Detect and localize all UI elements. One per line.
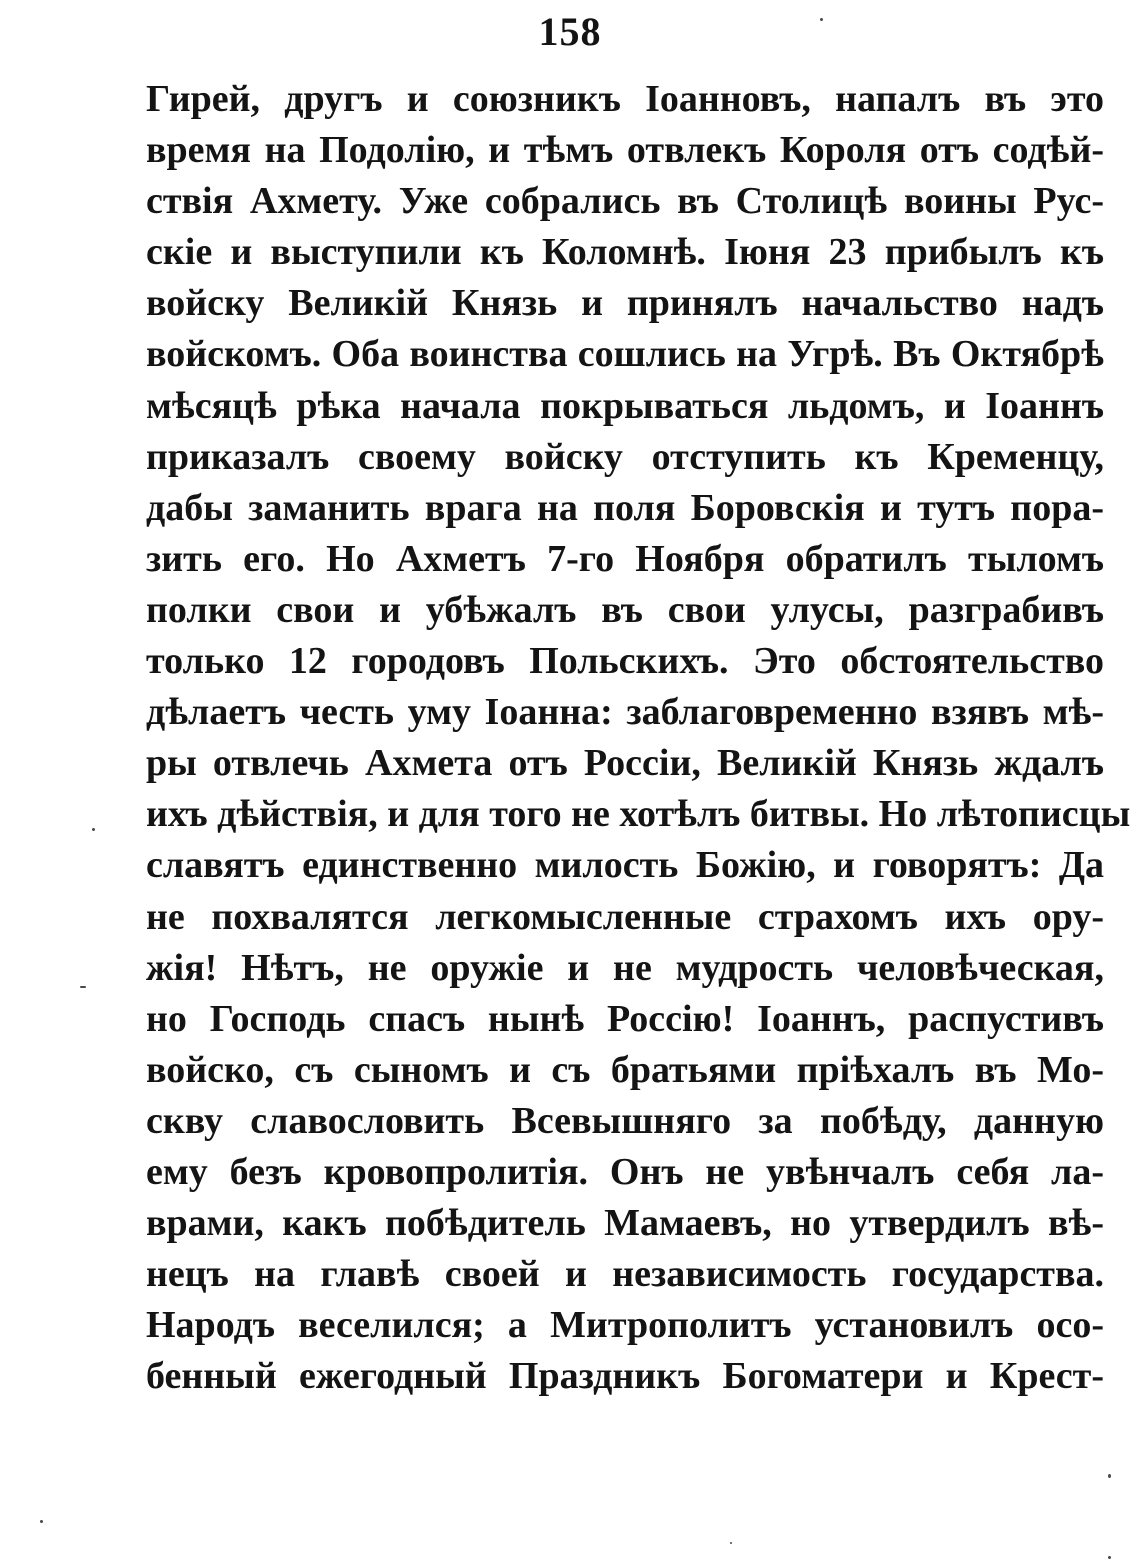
text-line: дабы заманить врага на поля Боровскія и тутъ пора-	[146, 486, 1104, 529]
text-line: ему безъ кровопролитія. Онъ не увѣнчалъ себя ла-	[146, 1150, 1104, 1193]
print-speck	[80, 986, 86, 988]
print-speck	[820, 18, 823, 21]
text-line: ихъ дѣйствія, и для того не хотѣлъ битвы. Но лѣтописцы	[146, 793, 1131, 836]
text-line: жія! Нѣтъ, не оружіе и не мудрость человѣческая,	[146, 946, 1104, 989]
print-speck	[40, 1520, 43, 1523]
text-line: скву славословить Всевышняго за побѣду, данную	[146, 1099, 1104, 1142]
text-line: войскомъ. Оба воинства сошлись на Угрѣ. Въ Октябрѣ	[146, 333, 1104, 376]
text-line: не похвалятся легкомысленные страхомъ ихъ ору-	[146, 895, 1104, 938]
text-line: скіе и выступили къ Коломнѣ. Іюня 23 прибылъ къ	[146, 231, 1104, 274]
text-line: бенный ежегодный Праздникъ Богоматери и Крест-	[146, 1355, 1104, 1398]
body-text	[146, 74, 1131, 1402]
text-line: Народъ веселился; а Митрополитъ установилъ осо-	[146, 1304, 1104, 1347]
page-number: 158	[538, 9, 602, 54]
text-line: время на Подолію, и тѣмъ отвлекъ Короля отъ содѣй-	[146, 129, 1104, 172]
print-speck	[1108, 1556, 1111, 1559]
text-line: Гирей, другъ и союзникъ Іоанновъ, напалъ въ это	[146, 78, 1104, 120]
text-line: мѣсяцѣ рѣка начала покрываться льдомъ, и Іоаннъ	[146, 384, 1104, 427]
text-line: ствія Ахмету. Уже собрались въ Столицѣ воины Рус-	[146, 180, 1104, 223]
print-speck	[1108, 1474, 1111, 1478]
text-line: славятъ единственно милость Божію, и говорятъ: Да	[146, 844, 1104, 887]
text-line: приказалъ своему войску отступить къ Кременцу,	[146, 435, 1104, 478]
print-speck	[730, 1542, 732, 1544]
text-line: полки свои и убѣжалъ въ свои улусы, разграбивъ	[146, 588, 1104, 631]
text-line: но Господь спасъ нынѣ Россію! Іоаннъ, распустивъ	[146, 997, 1104, 1040]
text-line: войску Великій Князь и принялъ начальство надъ	[146, 282, 1104, 325]
text-line: зить его. Но Ахметъ 7-го Ноября обратилъ тыломъ	[146, 537, 1104, 580]
text-line: врами, какъ побѣдитель Мамаевъ, но утвердилъ вѣ-	[146, 1202, 1104, 1245]
text-line: дѣлаетъ честь уму Іоанна: заблаговременно взявъ мѣ-	[146, 691, 1104, 734]
print-speck	[92, 828, 95, 831]
text-line: ры отвлечь Ахмета отъ Россіи, Великій Князь ждалъ	[146, 742, 1104, 785]
text-line: войско, съ сыномъ и съ братьями пріѣхалъ въ Мо-	[146, 1048, 1104, 1091]
text-line: только 12 городовъ Польскихъ. Это обстоятельство	[146, 640, 1104, 683]
text-line: нецъ на главѣ своей и независимость государства.	[146, 1253, 1104, 1296]
